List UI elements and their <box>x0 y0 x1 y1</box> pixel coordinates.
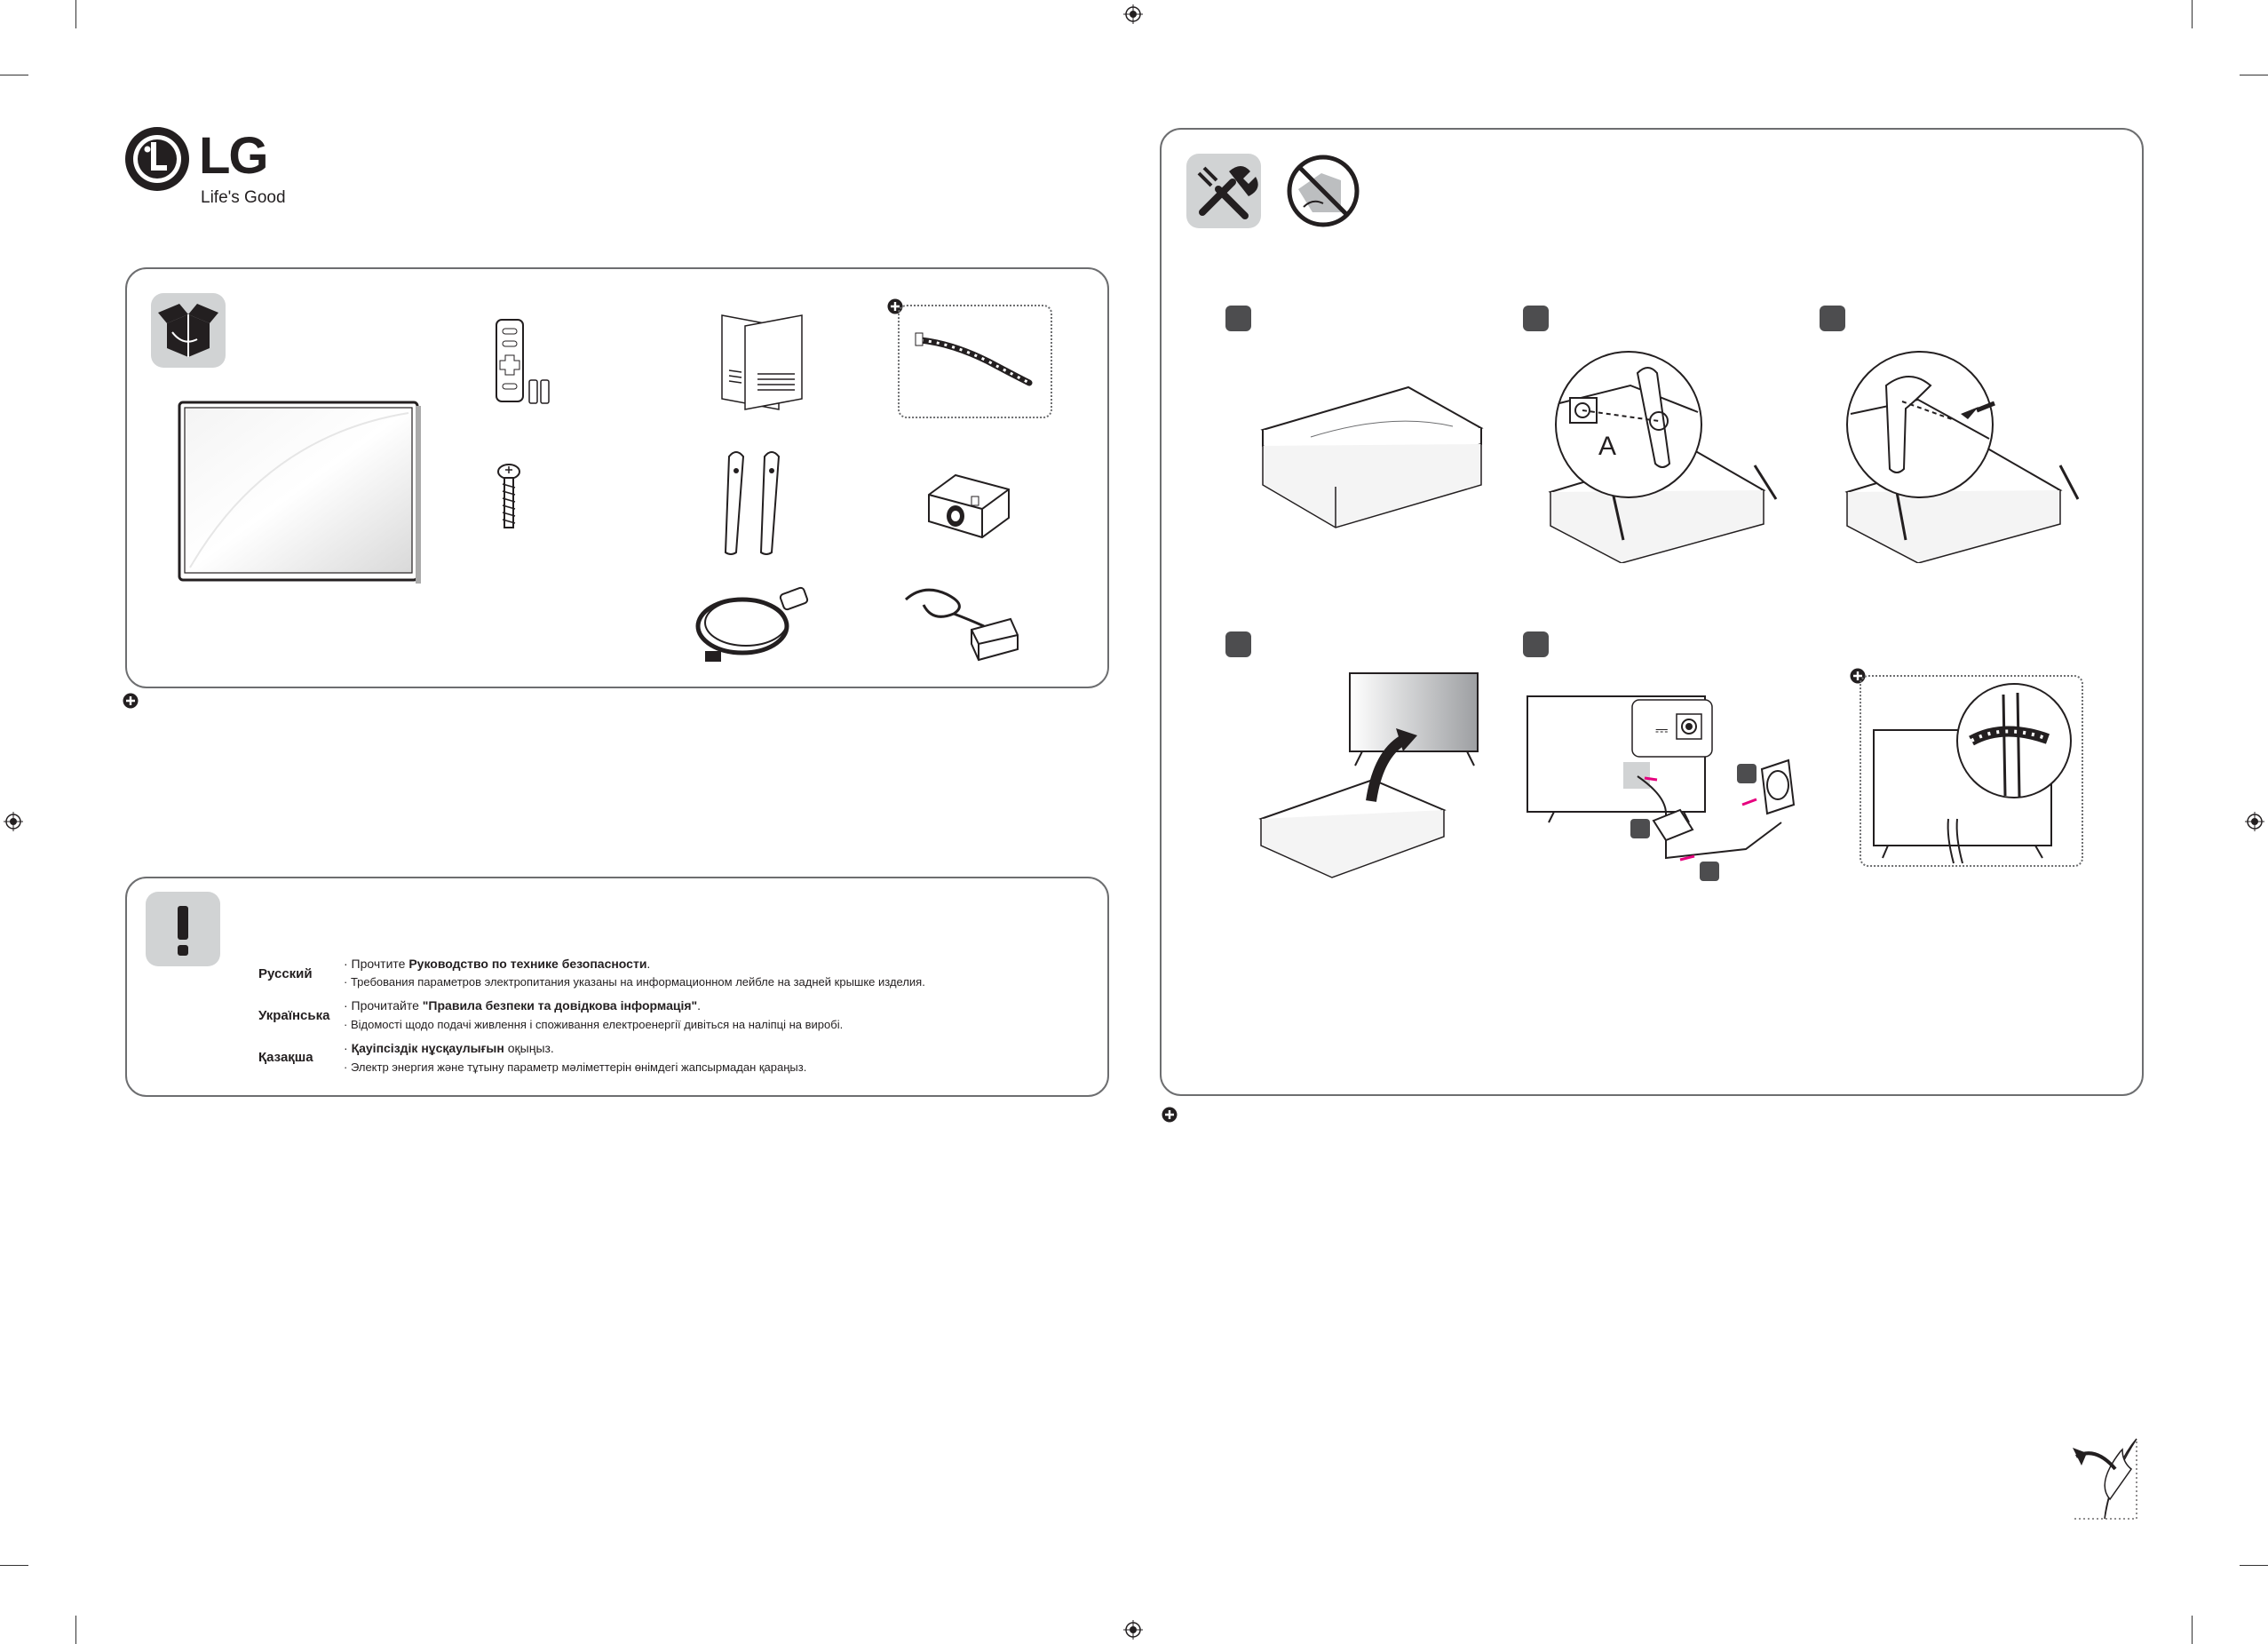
step-4-badge <box>1225 631 1251 657</box>
registration-mark <box>1123 1620 1143 1640</box>
crop-mark <box>75 0 76 28</box>
cable-holder-illustration <box>900 306 1051 417</box>
cable-management-illustration <box>1861 677 2082 865</box>
step-5-badge <box>1523 631 1549 657</box>
lg-logo-icon <box>124 126 190 192</box>
step-4-illustration <box>1257 668 1488 881</box>
stands-illustration <box>710 444 807 560</box>
plus-icon <box>1162 1107 1178 1123</box>
warning-line: · Прочтите Руководство по технике безопасности. <box>344 957 651 971</box>
language-russian: Русский <box>258 966 313 981</box>
step-2-badge <box>1523 306 1549 331</box>
crop-mark <box>2240 1565 2268 1566</box>
registration-mark <box>1123 4 1143 24</box>
brand-logo <box>124 126 302 215</box>
label-a: A <box>1598 432 1617 461</box>
crop-mark <box>2192 1616 2193 1644</box>
optional-cable-management-box <box>1860 675 2083 867</box>
crop-mark <box>0 1565 28 1566</box>
warning-line: · Электр энергия және тұтыну параметр мәліметтерін өнімдегі жапсырмадан қараңыз. <box>344 1060 807 1074</box>
ac-adapter-illustration <box>897 578 1021 667</box>
step-3-badge <box>1820 306 1845 331</box>
remote-control-illustration <box>491 316 562 405</box>
registration-mark <box>4 812 23 831</box>
tv-illustration <box>178 401 423 589</box>
manuals-illustration <box>713 312 811 418</box>
warning-line: · Қауіпсіздік нұсқаулығын оқыңыз. <box>344 1041 554 1055</box>
registration-mark <box>2245 812 2264 831</box>
warning-panel <box>125 877 1109 1097</box>
logo-text: LG <box>199 127 267 185</box>
logo-tagline: Life's Good <box>201 188 286 207</box>
step-5-illustration <box>1524 680 1817 885</box>
dc-symbol: ⎓ <box>1655 721 1669 740</box>
crop-mark <box>75 1616 76 1644</box>
box-icon <box>151 293 226 368</box>
screw-illustration <box>496 463 522 534</box>
page-turn-icon[interactable] <box>2069 1430 2140 1522</box>
warning-line: · Требования параметров электропитания указаны на информационном лейбле на задней крышке изделия. <box>344 975 925 989</box>
assembly-panel <box>1160 128 2144 1096</box>
ferrite-core-illustration <box>920 463 1018 543</box>
no-touch-icon <box>1286 154 1360 228</box>
step-1-illustration <box>1257 385 1488 536</box>
power-cord-illustration <box>689 582 822 667</box>
plus-icon <box>123 693 139 709</box>
warning-line: · Відомості щодо подачі живлення і споживання електроенергії дивіться на наліпці на виробі. <box>344 1018 844 1031</box>
step-2-illustration <box>1524 350 1799 563</box>
tools-icon <box>1186 154 1261 228</box>
warning-icon <box>146 892 220 966</box>
optional-cable-holder-box <box>898 305 1052 418</box>
components-panel <box>125 267 1109 688</box>
crop-mark <box>2192 0 2193 28</box>
step-1-badge <box>1225 306 1251 331</box>
language-kazakh: Қазақша <box>258 1050 313 1065</box>
language-ukrainian: Українська <box>258 1008 330 1023</box>
warning-line: · Прочитайте "Правила безпеки та довідкова інформація". <box>344 998 702 1013</box>
step-3-illustration <box>1820 350 2096 563</box>
